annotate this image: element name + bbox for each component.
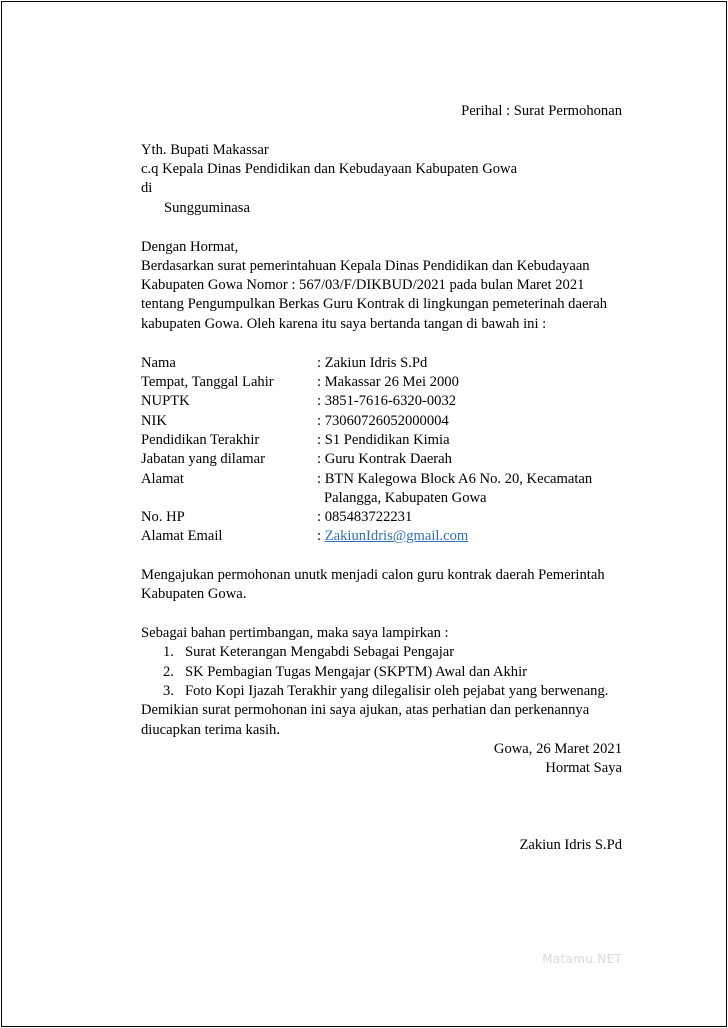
list-item-text: SK Pembagian Tugas Mengajar (SKPTM) Awal dan Akhir (185, 664, 528, 680)
details-value: : 73060726052000004 (317, 413, 449, 429)
list-item-number: 2. (163, 664, 174, 680)
email-prefix: : (317, 528, 325, 544)
list-item (2, 663, 726, 683)
greeting: Dengan Hormat, (141, 239, 239, 255)
details-row (2, 354, 726, 374)
list-item-text: Foto Kopi Ijazah Terakhir yang dilegalisir oleh pejabat yang berwenang. (185, 683, 609, 699)
details-label: Alamat Email (141, 528, 223, 544)
details-value: : Zakiun Idris S.Pd (317, 355, 428, 371)
details-row (2, 412, 726, 432)
details-label: Pendidikan Terakhir (141, 432, 260, 448)
intro-line: Kabupaten Gowa Nomor : 567/03/F/DIKBUD/2021 pada bulan Maret 2021 (141, 277, 585, 293)
details-label: Alamat (141, 471, 184, 487)
details-row (2, 527, 726, 547)
intro-line: kabupaten Gowa. Oleh karena itu saya bertanda tangan di bawah ini : (141, 316, 547, 332)
details-row (2, 508, 726, 528)
list-item-number: 1. (163, 644, 174, 660)
place-date: Gowa, 26 Maret 2021 (493, 741, 622, 757)
details-value: : 3851-7616-6320-0032 (317, 393, 457, 409)
recipient-line-2: c.q Kepala Dinas Pendidikan dan Kebudayaan Kabupaten Gowa (141, 161, 518, 177)
details-value (317, 527, 468, 547)
attachments-intro: Sebagai bahan pertimbangan, maka saya lampirkan : (141, 625, 449, 641)
details-label: Tempat, Tanggal Lahir (141, 374, 274, 390)
signature-name: Zakiun Idris S.Pd (519, 837, 622, 853)
details-value-continued: Palangga, Kabupaten Gowa (324, 490, 487, 506)
details-label: No. HP (141, 509, 185, 525)
details-label: NUPTK (141, 393, 190, 409)
details-value: : Makassar 26 Mei 2000 (317, 374, 459, 390)
recipient-line-3: di (141, 180, 153, 196)
details-row (2, 392, 726, 412)
recipient-line-4: Sungguminasa (164, 200, 250, 216)
closing-line: Demikian surat permohonan ini saya ajukan, atas perhatian dan perkenannya (141, 702, 590, 718)
intro-line: Berdasarkan surat pemerintahuan Kepala Dinas Pendidikan dan Kebudayaan (141, 258, 590, 274)
details-row (2, 373, 726, 393)
recipient-line-1: Yth. Bupati Makassar (141, 142, 269, 158)
request-line: Kabupaten Gowa. (141, 586, 247, 602)
list-item (2, 643, 726, 663)
details-label: Jabatan yang dilamar (141, 451, 265, 467)
watermark: Matamu.NET (542, 952, 622, 966)
list-item (2, 682, 726, 702)
list-item-text: Surat Keterangan Mengabdi Sebagai Pengajar (185, 644, 455, 660)
details-value: : Guru Kontrak Daerah (317, 451, 452, 467)
details-row (2, 431, 726, 451)
list-item-number: 3. (163, 683, 174, 699)
details-label: NIK (141, 413, 167, 429)
details-row (2, 450, 726, 470)
subject-line: Perihal : Surat Permohonan (461, 103, 622, 119)
regards: Hormat Saya (545, 760, 622, 776)
details-value: : S1 Pendidikan Kimia (317, 432, 450, 448)
details-value: : BTN Kalegowa Block A6 No. 20, Kecamatan (317, 471, 593, 487)
details-value: : 085483722231 (317, 509, 413, 525)
intro-line: tentang Pengumpulkan Berkas Guru Kontrak di lingkungan pemeterinah daerah (141, 296, 608, 312)
details-label: Nama (141, 355, 176, 371)
closing-line: diucapkan terima kasih. (141, 722, 280, 738)
letter-page (1, 1, 727, 1027)
request-line: Mengajukan permohonan unutk menjadi calon guru kontrak daerah Pemerintah (141, 567, 605, 583)
details-row (2, 470, 726, 510)
email-link[interactable]: ZakiunIdris@gmail.com (324, 528, 469, 544)
